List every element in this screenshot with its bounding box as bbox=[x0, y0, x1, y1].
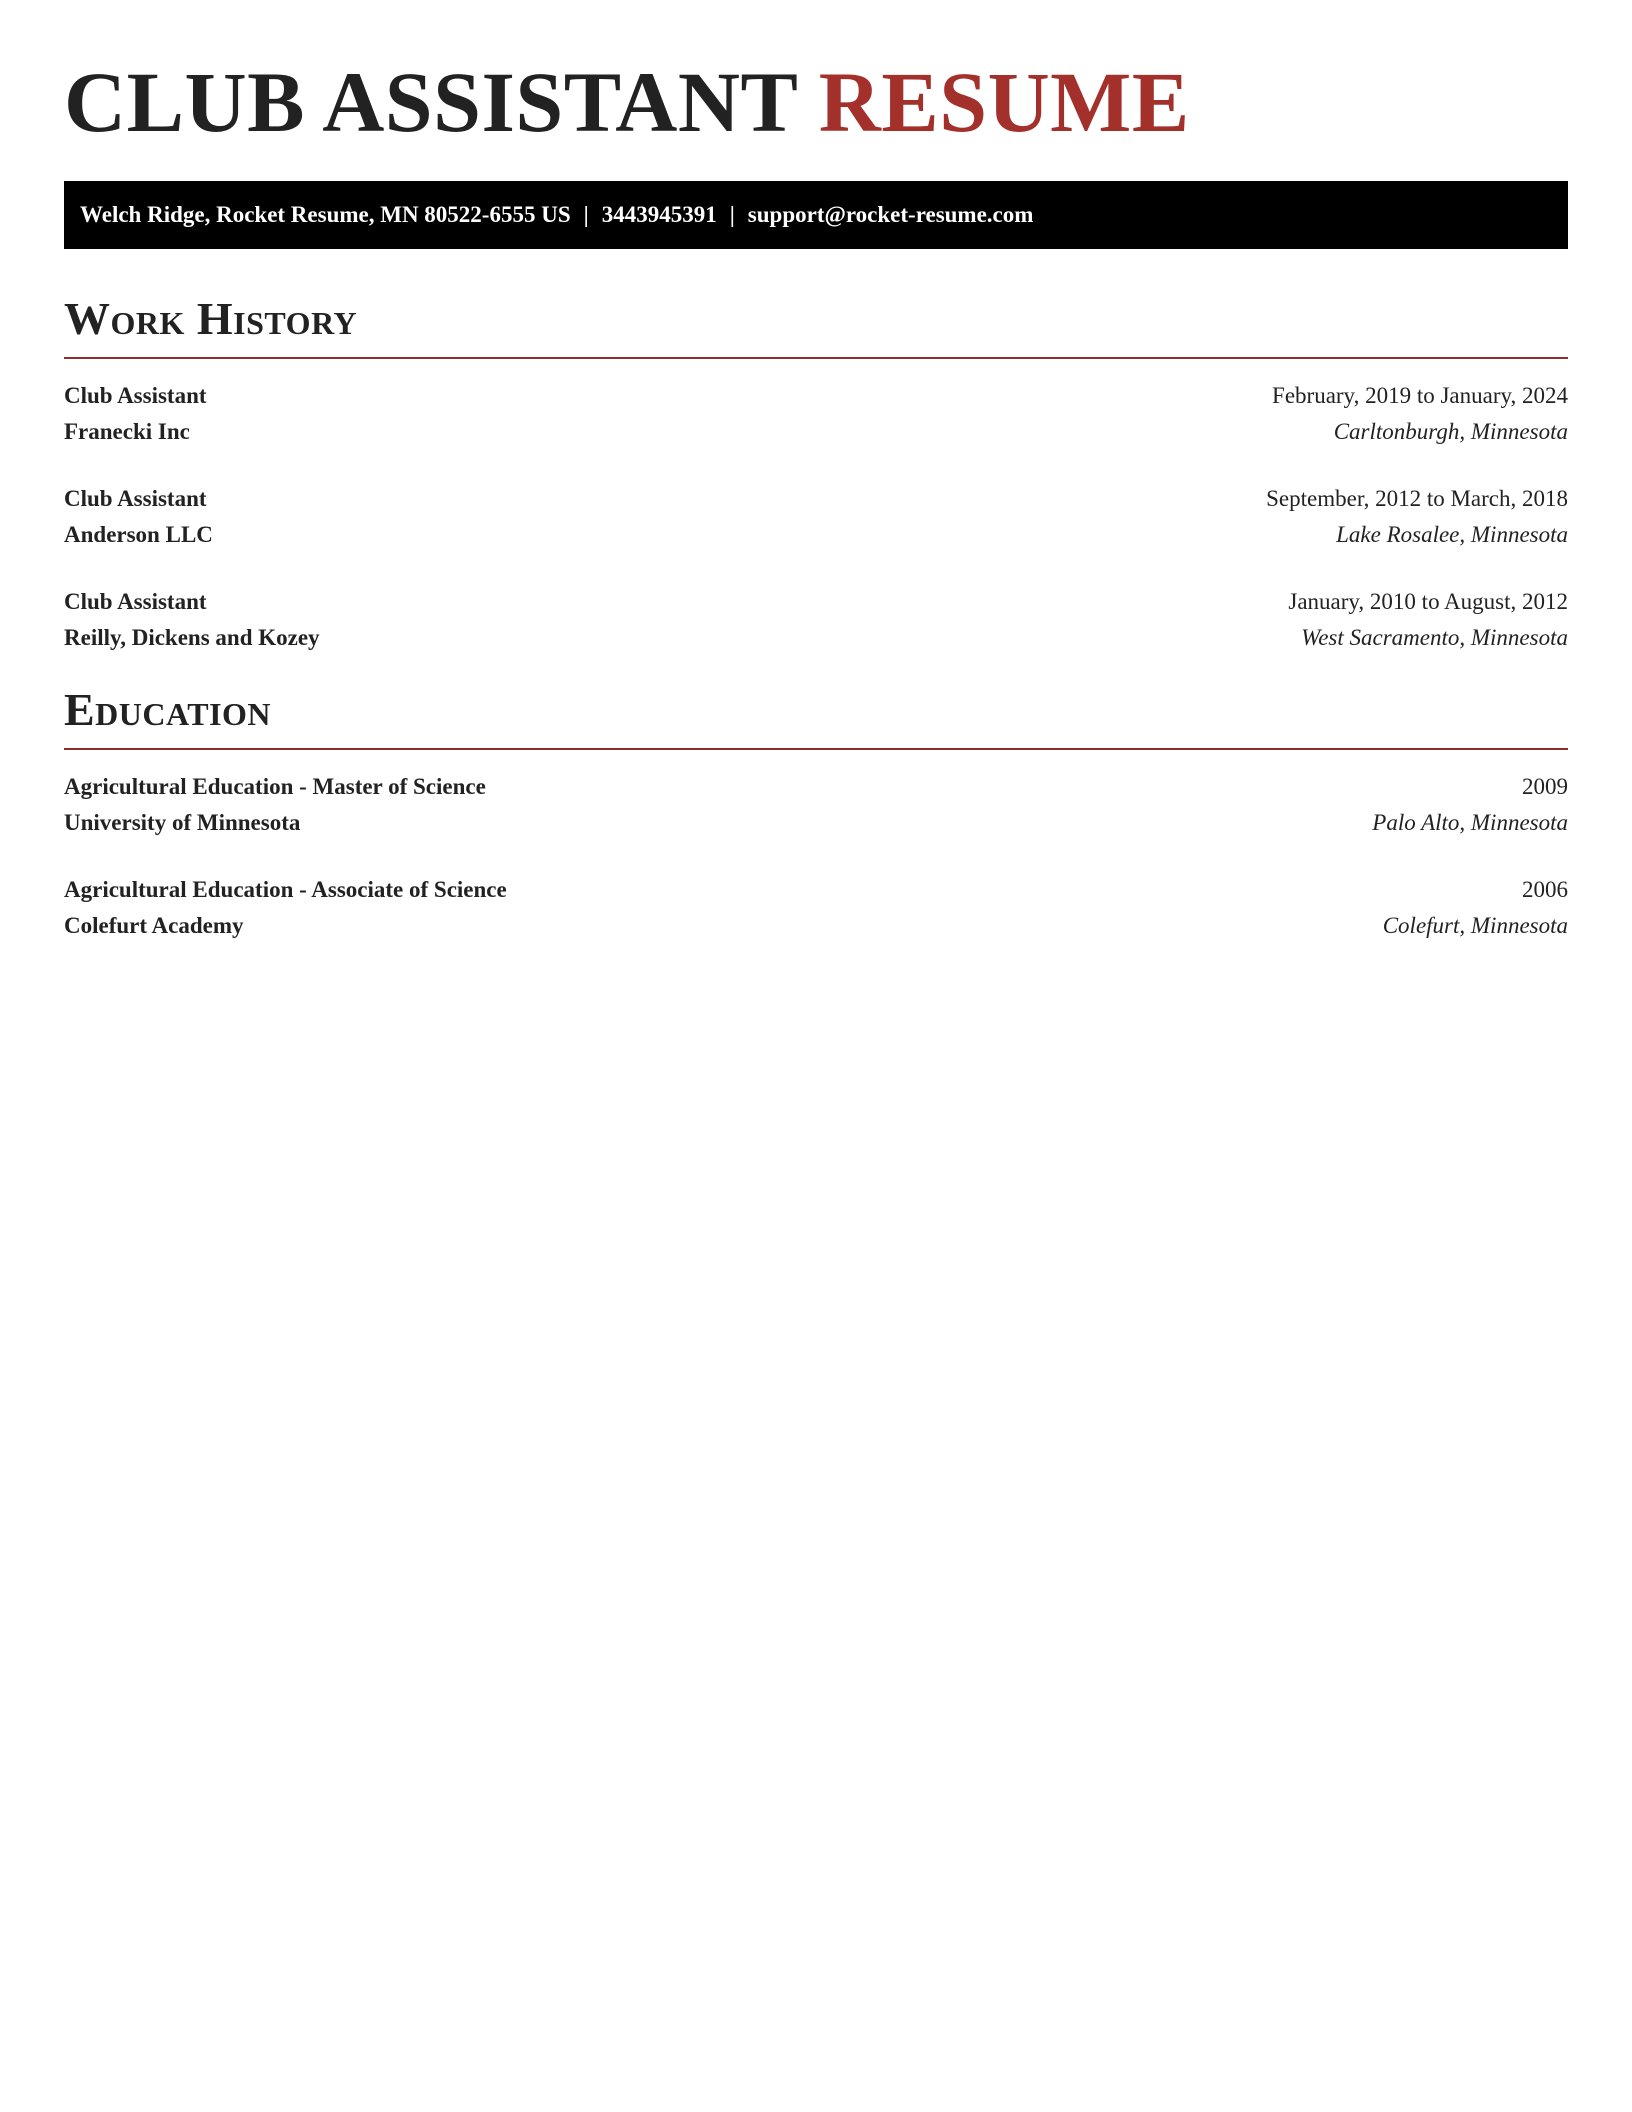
work-entry-subheader bbox=[64, 517, 1568, 553]
work-history-section bbox=[64, 291, 1568, 656]
education-entry-header bbox=[64, 769, 1568, 805]
contact-separator: | bbox=[729, 202, 735, 227]
job-location: Lake Rosalee, Minnesota bbox=[1336, 522, 1568, 547]
page-title bbox=[64, 52, 1568, 152]
company-name: Anderson LLC bbox=[64, 522, 213, 547]
graduation-year: 2009 bbox=[1522, 774, 1568, 799]
job-dates: February, 2019 to January, 2024 bbox=[1272, 383, 1568, 408]
school-name: University of Minnesota bbox=[64, 810, 301, 835]
section-divider bbox=[64, 748, 1568, 750]
company-name: Reilly, Dickens and Kozey bbox=[64, 625, 320, 650]
job-title: Club Assistant bbox=[64, 589, 207, 614]
graduation-year: 2006 bbox=[1522, 877, 1568, 902]
contact-phone: 3443945391 bbox=[601, 202, 717, 227]
degree-name: Agricultural Education - Associate of Science bbox=[64, 877, 507, 902]
contact-email: support@rocket-resume.com bbox=[747, 202, 1034, 227]
education-entry-subheader bbox=[64, 908, 1568, 944]
school-name: Colefurt Academy bbox=[64, 913, 244, 938]
work-entry bbox=[64, 584, 1568, 656]
work-entry-subheader bbox=[64, 620, 1568, 656]
work-entry-header bbox=[64, 481, 1568, 517]
job-location: Carltonburgh, Minnesota bbox=[1333, 419, 1568, 444]
job-title: Club Assistant bbox=[64, 486, 207, 511]
work-history-heading: Work History bbox=[64, 293, 358, 344]
work-entry-header bbox=[64, 378, 1568, 414]
section-divider bbox=[64, 357, 1568, 359]
contact-bar bbox=[64, 181, 1568, 249]
education-entry bbox=[64, 872, 1568, 944]
education-section bbox=[64, 682, 1568, 944]
school-location: Palo Alto, Minnesota bbox=[1372, 810, 1568, 835]
work-entry bbox=[64, 378, 1568, 450]
school-location: Colefurt, Minnesota bbox=[1382, 913, 1568, 938]
education-entry-subheader bbox=[64, 805, 1568, 841]
work-entry bbox=[64, 481, 1568, 553]
degree-name: Agricultural Education - Master of Science bbox=[64, 774, 486, 799]
work-entry-header bbox=[64, 584, 1568, 620]
education-heading: Education bbox=[64, 684, 272, 735]
title-accent: RESUME bbox=[818, 54, 1190, 150]
education-entry-header bbox=[64, 872, 1568, 908]
company-name: Franecki Inc bbox=[64, 419, 190, 444]
contact-separator: | bbox=[583, 202, 589, 227]
job-location: West Sacramento, Minnesota bbox=[1301, 625, 1568, 650]
work-entry-subheader bbox=[64, 414, 1568, 450]
contact-address: Welch Ridge, Rocket Resume, MN 80522-6555 US bbox=[80, 202, 571, 227]
title-main: CLUB ASSISTANT bbox=[64, 54, 797, 150]
job-title: Club Assistant bbox=[64, 383, 207, 408]
education-entry bbox=[64, 769, 1568, 841]
job-dates: January, 2010 to August, 2012 bbox=[1288, 589, 1568, 614]
job-dates: September, 2012 to March, 2018 bbox=[1266, 486, 1568, 511]
